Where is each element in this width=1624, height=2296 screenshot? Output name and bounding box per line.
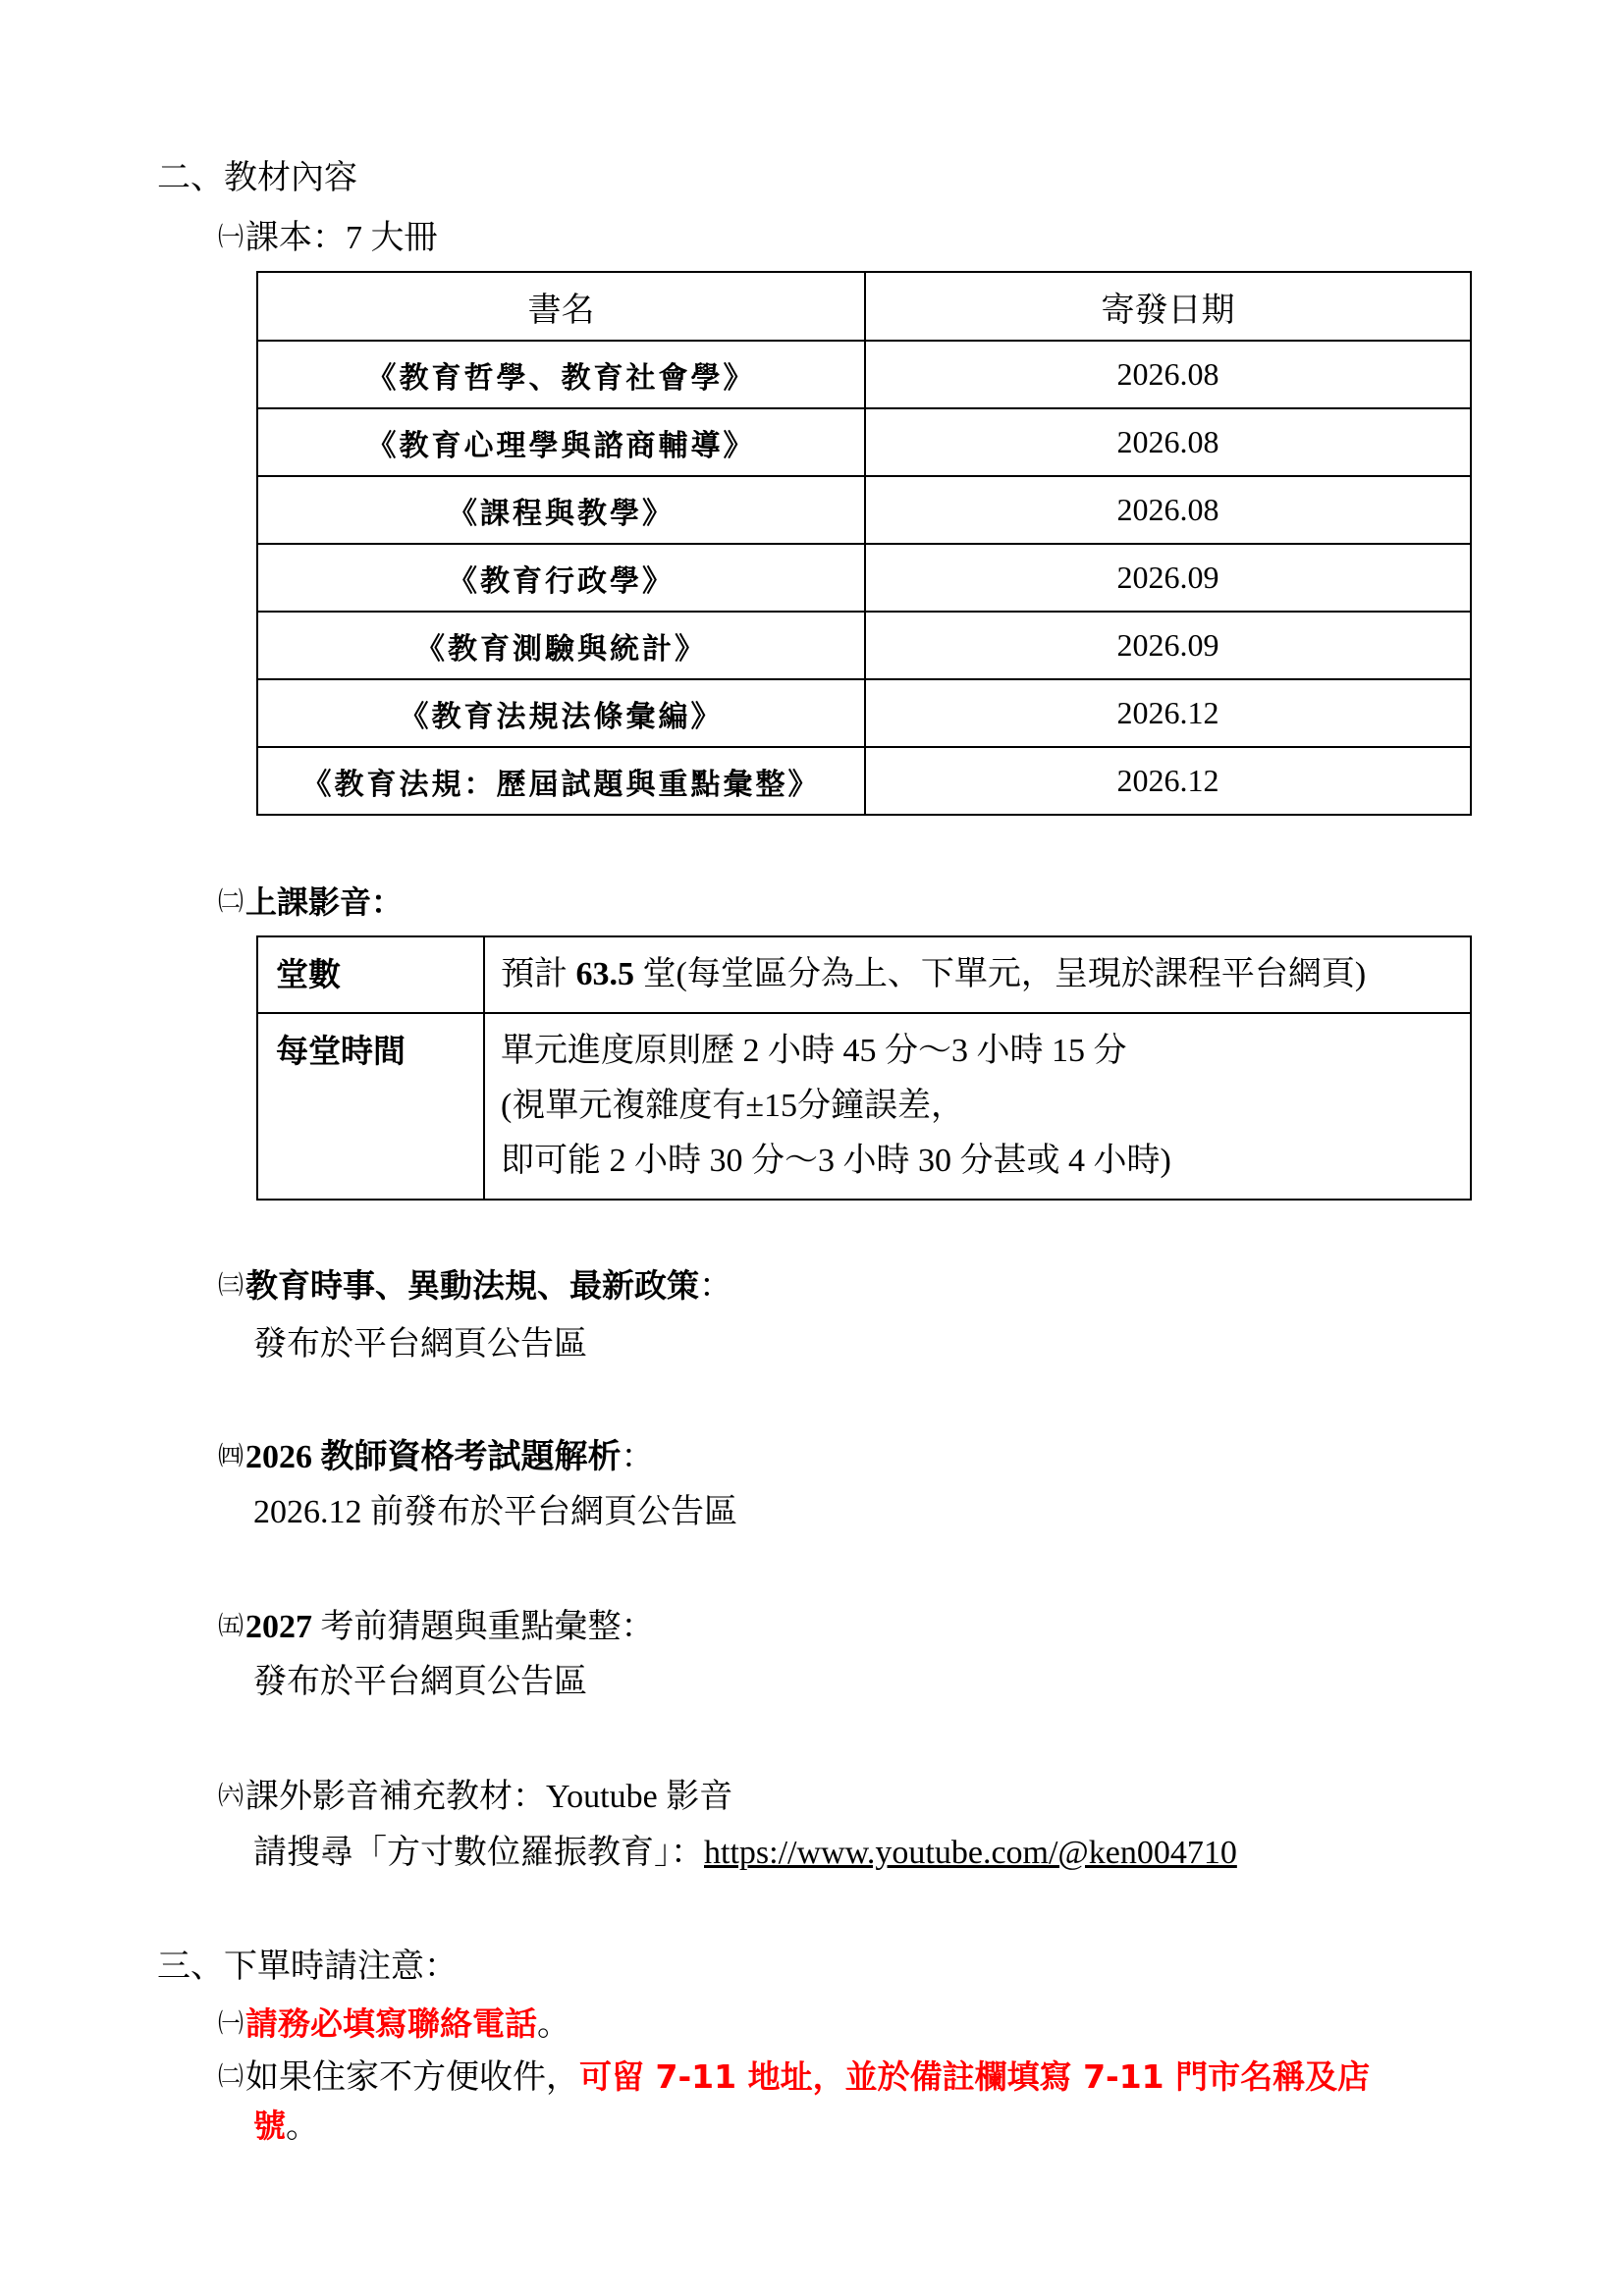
predict-label-rest: 考前猜題與重點彙整： — [312, 1609, 655, 1645]
ship-date: 2026.12 — [865, 747, 1471, 815]
section-3-heading: 三、下單時請注意： — [157, 1949, 458, 1985]
table-header-row — [257, 272, 1471, 341]
count-value: 63.5 — [575, 956, 634, 992]
note-1 — [218, 2002, 570, 2047]
ship-date: 2026.09 — [865, 544, 1471, 612]
news-label: 教育時事、異動法規、最新政策 — [245, 1266, 700, 1305]
predict-subheading — [218, 1605, 655, 1649]
book-title: 《課程與教學》 — [257, 476, 865, 544]
note-1-emphasis: 請務必填寫聯絡電話 — [245, 2004, 538, 2043]
note-1-suffix: 。 — [537, 2006, 571, 2043]
table-row — [257, 341, 1471, 408]
news-body: 發布於平台網頁公告區 — [253, 1326, 587, 1362]
note-2-suffix: 。 — [286, 2109, 319, 2145]
header-book-name: 書名 — [257, 272, 865, 341]
time-value-cell — [484, 1013, 1471, 1200]
analysis-body: 2026.12 前發布於平台網頁公告區 — [253, 1494, 737, 1530]
time-line-3: 即可能 2 小時 30 分～3 小時 30 分甚或 4 小時) — [501, 1143, 1171, 1179]
book-title: 《教育法規：歷屆試題與重點彙整》 — [257, 747, 865, 815]
time-label: 每堂時間 — [257, 1013, 484, 1200]
extra-marker: ㈥ — [218, 1782, 244, 1810]
video-count-row — [257, 936, 1471, 1013]
ship-date: 2026.08 — [865, 408, 1471, 476]
time-line-1: 單元進度原則歷 2 小時 45 分～3 小時 15 分 — [501, 1033, 1127, 1069]
table-row — [257, 476, 1471, 544]
textbook-table — [256, 271, 1472, 816]
textbooks-marker: ㈠ — [218, 223, 244, 251]
table-row — [257, 679, 1471, 747]
textbooks-label: 課本：7 大冊 — [245, 220, 438, 256]
predict-marker: ㈤ — [218, 1612, 244, 1640]
book-title: 《教育哲學、教育社會學》 — [257, 341, 865, 408]
note-1-marker: ㈠ — [218, 2009, 244, 2038]
analysis-subheading — [218, 1435, 655, 1479]
table-row — [257, 747, 1471, 815]
textbooks-subheading — [218, 216, 438, 260]
count-prefix: 預計 — [501, 956, 576, 992]
ship-date: 2026.12 — [865, 679, 1471, 747]
book-title: 《教育行政學》 — [257, 544, 865, 612]
note-2 — [218, 2056, 1370, 2100]
note-2-text: 如果住家不方便收件， — [245, 2059, 580, 2096]
video-subheading — [218, 881, 403, 925]
ship-date: 2026.08 — [865, 476, 1471, 544]
news-subheading — [218, 1264, 732, 1308]
count-value-cell — [484, 936, 1471, 1013]
table-row — [257, 612, 1471, 679]
video-info-table — [256, 935, 1472, 1201]
time-line-2: (視單元複雜度有±15分鐘誤差， — [501, 1088, 964, 1124]
note-2-continuation — [253, 2105, 319, 2149]
table-row — [257, 408, 1471, 476]
note-2-emphasis-line-1: 可留 7-11 地址，並於備註欄填寫 7-11 門市名稱及店 — [579, 2057, 1371, 2096]
extra-body — [253, 1832, 1237, 1875]
book-title: 《教育心理學與諮商輔導》 — [257, 408, 865, 476]
extra-label: 課外影音補充教材：Youtube 影音 — [245, 1779, 733, 1815]
note-2-marker: ㈡ — [218, 2062, 244, 2091]
news-colon: ： — [699, 1268, 733, 1305]
analysis-colon: ： — [621, 1439, 655, 1475]
video-time-row — [257, 1013, 1471, 1200]
table-row — [257, 544, 1471, 612]
news-marker: ㈢ — [218, 1271, 244, 1300]
ship-date: 2026.08 — [865, 341, 1471, 408]
analysis-label: 2026 教師資格考試題解析 — [245, 1439, 622, 1475]
extra-body-prefix: 請搜尋「方寸數位羅振教育」： — [253, 1835, 704, 1871]
header-ship-date: 寄發日期 — [865, 272, 1471, 341]
section-2-heading: 二、教材內容 — [157, 160, 357, 196]
youtube-link[interactable]: https://www.youtube.com/@ken004710 — [704, 1835, 1237, 1871]
predict-label-bold: 2027 — [245, 1609, 313, 1645]
analysis-marker: ㈣ — [218, 1442, 244, 1470]
book-title: 《教育測驗與統計》 — [257, 612, 865, 679]
ship-date: 2026.09 — [865, 612, 1471, 679]
video-label: 上課影音： — [245, 883, 404, 921]
note-2-emphasis-line-2: 號 — [253, 2107, 286, 2145]
count-suffix: 堂(每堂區分為上、下單元，呈現於課程平台網頁) — [634, 956, 1367, 992]
video-marker: ㈡ — [218, 887, 244, 916]
count-label: 堂數 — [257, 936, 484, 1013]
book-title: 《教育法規法條彙編》 — [257, 679, 865, 747]
extra-subheading — [218, 1775, 732, 1819]
predict-body: 發布於平台網頁公告區 — [253, 1664, 587, 1700]
